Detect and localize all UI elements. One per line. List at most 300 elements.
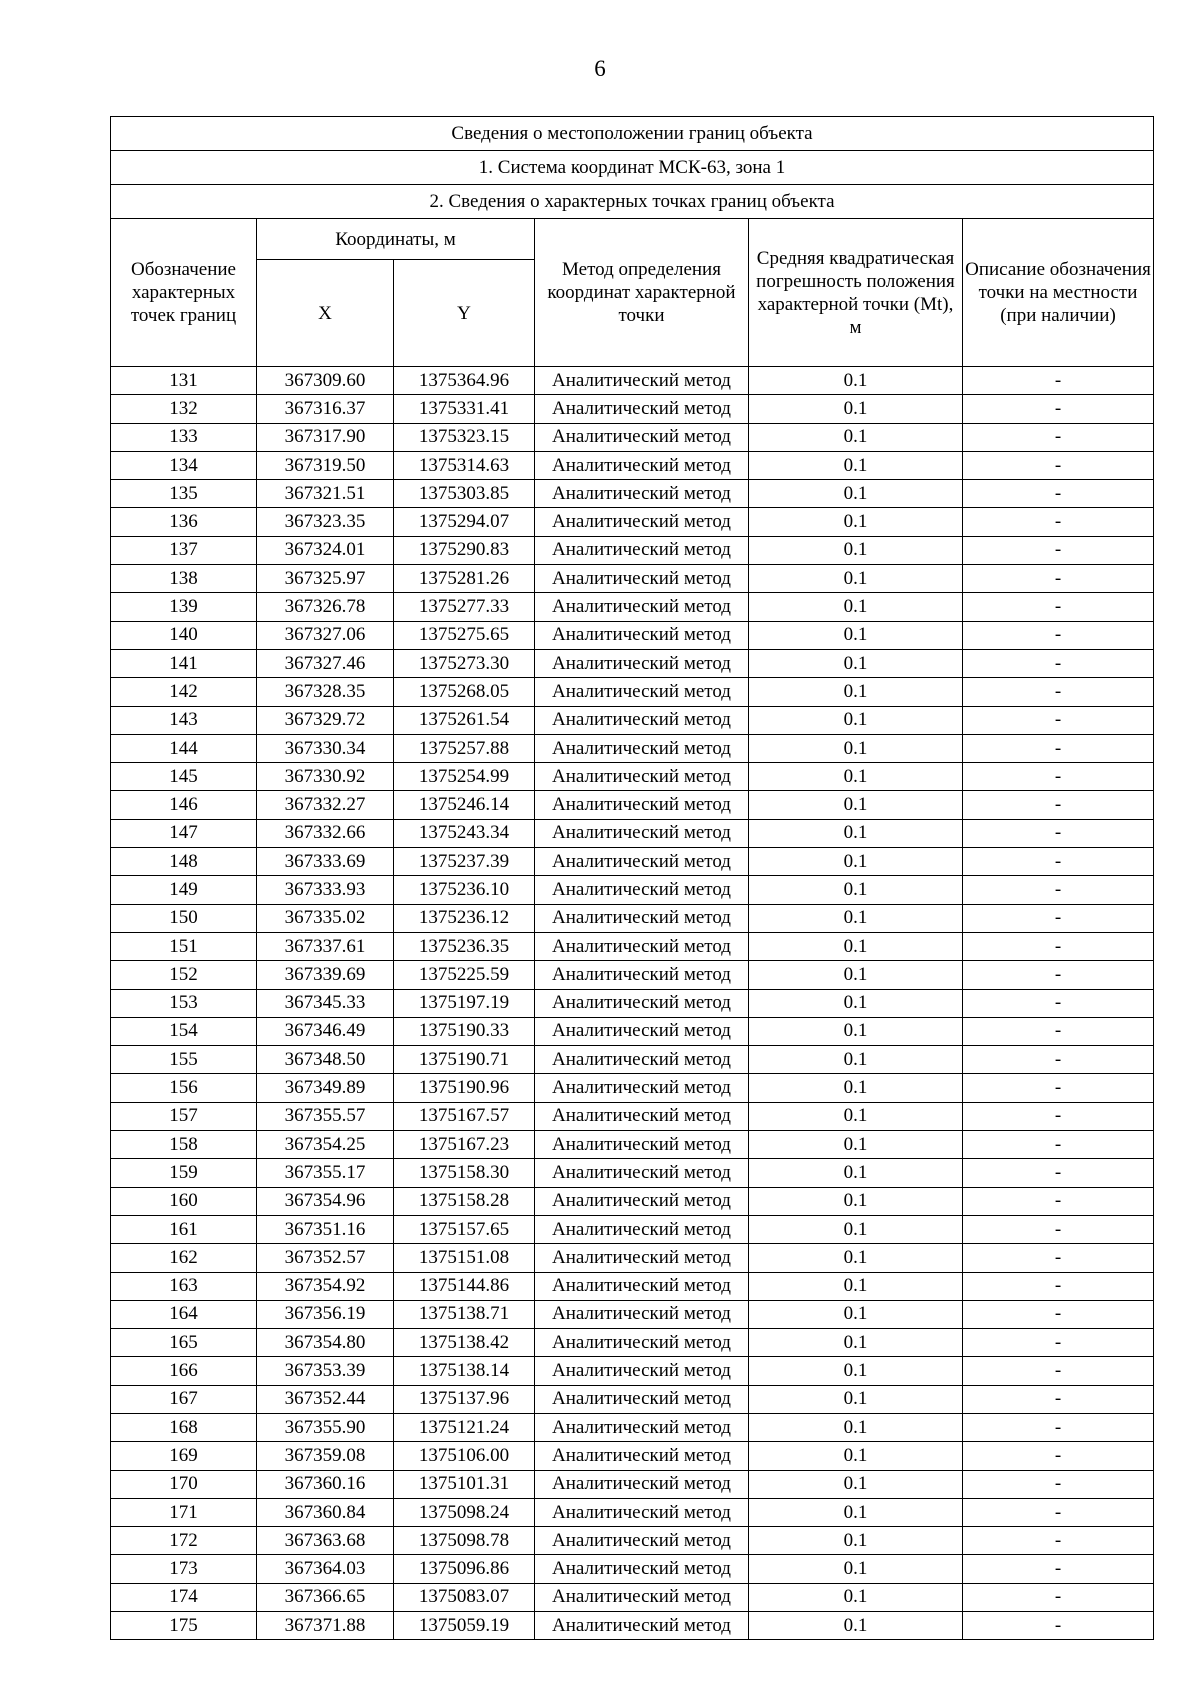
accuracy-cell: 0.1 (749, 1131, 963, 1159)
description-cell: - (963, 876, 1154, 904)
method-cell: Аналитический метод (535, 1470, 749, 1498)
point-number-cell: 150 (111, 904, 257, 932)
description-cell: - (963, 1329, 1154, 1357)
table-row (111, 763, 1154, 791)
table-row (111, 565, 1154, 593)
description-cell: - (963, 1159, 1154, 1187)
method-cell: Аналитический метод (535, 1357, 749, 1385)
method-cell: Аналитический метод (535, 1102, 749, 1130)
header-x: X (257, 260, 394, 367)
table-row (111, 734, 1154, 762)
method-cell: Аналитический метод (535, 678, 749, 706)
x-cell: 367316.37 (257, 395, 394, 423)
method-cell: Аналитический метод (535, 1074, 749, 1102)
y-cell: 1375243.34 (394, 819, 535, 847)
point-number-cell: 158 (111, 1131, 257, 1159)
point-number-cell: 136 (111, 508, 257, 536)
table-row (111, 961, 1154, 989)
x-cell: 367354.80 (257, 1329, 394, 1357)
accuracy-cell: 0.1 (749, 1074, 963, 1102)
method-cell: Аналитический метод (535, 395, 749, 423)
x-cell: 367346.49 (257, 1017, 394, 1045)
accuracy-cell: 0.1 (749, 1498, 963, 1526)
description-cell: - (963, 1074, 1154, 1102)
point-number-cell: 169 (111, 1442, 257, 1470)
table-row (111, 367, 1154, 395)
point-number-cell: 155 (111, 1046, 257, 1074)
accuracy-cell: 0.1 (749, 508, 963, 536)
accuracy-cell: 0.1 (749, 1300, 963, 1328)
table-row (111, 1357, 1154, 1385)
point-number-cell: 135 (111, 480, 257, 508)
description-cell: - (963, 1413, 1154, 1441)
x-cell: 367328.35 (257, 678, 394, 706)
accuracy-cell: 0.1 (749, 1442, 963, 1470)
y-cell: 1375254.99 (394, 763, 535, 791)
description-cell: - (963, 1046, 1154, 1074)
y-cell: 1375281.26 (394, 565, 535, 593)
description-cell: - (963, 451, 1154, 479)
table-row (111, 1527, 1154, 1555)
description-cell: - (963, 1612, 1154, 1640)
page-number: 6 (594, 56, 606, 81)
description-cell: - (963, 565, 1154, 593)
description-cell: - (963, 395, 1154, 423)
method-cell: Аналитический метод (535, 961, 749, 989)
method-cell: Аналитический метод (535, 706, 749, 734)
method-cell: Аналитический метод (535, 1498, 749, 1526)
table-row (111, 536, 1154, 564)
point-number-cell: 175 (111, 1612, 257, 1640)
description-cell: - (963, 1583, 1154, 1611)
description-cell: - (963, 1527, 1154, 1555)
x-cell: 367366.65 (257, 1583, 394, 1611)
x-cell: 367325.97 (257, 565, 394, 593)
x-cell: 367360.84 (257, 1498, 394, 1526)
point-number-cell: 147 (111, 819, 257, 847)
description-cell: - (963, 1357, 1154, 1385)
x-cell: 367349.89 (257, 1074, 394, 1102)
x-cell: 367355.90 (257, 1413, 394, 1441)
point-number-cell: 142 (111, 678, 257, 706)
x-cell: 367319.50 (257, 451, 394, 479)
method-cell: Аналитический метод (535, 1612, 749, 1640)
point-number-cell: 132 (111, 395, 257, 423)
accuracy-cell: 0.1 (749, 989, 963, 1017)
y-cell: 1375190.71 (394, 1046, 535, 1074)
table-row (111, 1612, 1154, 1640)
accuracy-cell: 0.1 (749, 678, 963, 706)
method-cell: Аналитический метод (535, 904, 749, 932)
y-cell: 1375314.63 (394, 451, 535, 479)
table-row (111, 1385, 1154, 1413)
y-cell: 1375190.33 (394, 1017, 535, 1045)
x-cell: 367371.88 (257, 1612, 394, 1640)
description-cell: - (963, 961, 1154, 989)
x-cell: 367329.72 (257, 706, 394, 734)
accuracy-cell: 0.1 (749, 649, 963, 677)
point-number-cell: 151 (111, 932, 257, 960)
section-title: 2. Сведения о характерных точках границ объекта (111, 185, 1154, 219)
description-cell: - (963, 678, 1154, 706)
table-row (111, 1329, 1154, 1357)
description-cell: - (963, 649, 1154, 677)
accuracy-cell: 0.1 (749, 1244, 963, 1272)
method-cell: Аналитический метод (535, 1017, 749, 1045)
table-row (111, 989, 1154, 1017)
header-method: Метод определения координат характерной точки (535, 219, 749, 367)
y-cell: 1375101.31 (394, 1470, 535, 1498)
point-number-cell: 166 (111, 1357, 257, 1385)
header-coordinates: Координаты, м (257, 219, 535, 260)
point-number-cell: 148 (111, 848, 257, 876)
x-cell: 367345.33 (257, 989, 394, 1017)
method-cell: Аналитический метод (535, 1413, 749, 1441)
y-cell: 1375237.39 (394, 848, 535, 876)
y-cell: 1375106.00 (394, 1442, 535, 1470)
x-cell: 367352.44 (257, 1385, 394, 1413)
accuracy-cell: 0.1 (749, 961, 963, 989)
method-cell: Аналитический метод (535, 649, 749, 677)
description-cell: - (963, 763, 1154, 791)
accuracy-cell: 0.1 (749, 1413, 963, 1441)
description-cell: - (963, 1272, 1154, 1300)
description-cell: - (963, 536, 1154, 564)
y-cell: 1375151.08 (394, 1244, 535, 1272)
y-cell: 1375138.42 (394, 1329, 535, 1357)
y-cell: 1375144.86 (394, 1272, 535, 1300)
table-row (111, 621, 1154, 649)
y-cell: 1375290.83 (394, 536, 535, 564)
table-row (111, 1102, 1154, 1130)
y-cell: 1375331.41 (394, 395, 535, 423)
method-cell: Аналитический метод (535, 1215, 749, 1243)
description-cell: - (963, 1187, 1154, 1215)
accuracy-cell: 0.1 (749, 904, 963, 932)
accuracy-cell: 0.1 (749, 876, 963, 904)
description-cell: - (963, 480, 1154, 508)
table-row (111, 1442, 1154, 1470)
table-row (111, 593, 1154, 621)
method-cell: Аналитический метод (535, 876, 749, 904)
table-row (111, 848, 1154, 876)
point-number-cell: 152 (111, 961, 257, 989)
point-number-cell: 171 (111, 1498, 257, 1526)
x-cell: 367327.06 (257, 621, 394, 649)
description-cell: - (963, 1385, 1154, 1413)
table-row (111, 1498, 1154, 1526)
x-cell: 367354.25 (257, 1131, 394, 1159)
description-cell: - (963, 1131, 1154, 1159)
method-cell: Аналитический метод (535, 593, 749, 621)
point-number-cell: 173 (111, 1555, 257, 1583)
x-cell: 367321.51 (257, 480, 394, 508)
y-cell: 1375273.30 (394, 649, 535, 677)
x-cell: 367326.78 (257, 593, 394, 621)
description-cell: - (963, 1300, 1154, 1328)
y-cell: 1375137.96 (394, 1385, 535, 1413)
method-cell: Аналитический метод (535, 1300, 749, 1328)
x-cell: 367332.66 (257, 819, 394, 847)
y-cell: 1375167.23 (394, 1131, 535, 1159)
description-cell: - (963, 423, 1154, 451)
header-description: Описание обозначения точки на местности (при наличии) (963, 219, 1154, 367)
table-row (111, 649, 1154, 677)
method-cell: Аналитический метод (535, 1555, 749, 1583)
table-row (111, 508, 1154, 536)
y-cell: 1375138.14 (394, 1357, 535, 1385)
table-row (111, 1131, 1154, 1159)
accuracy-cell: 0.1 (749, 1357, 963, 1385)
y-cell: 1375268.05 (394, 678, 535, 706)
accuracy-cell: 0.1 (749, 1612, 963, 1640)
description-cell: - (963, 1215, 1154, 1243)
description-cell: - (963, 791, 1154, 819)
method-cell: Аналитический метод (535, 848, 749, 876)
method-cell: Аналитический метод (535, 1159, 749, 1187)
point-number-cell: 131 (111, 367, 257, 395)
point-number-cell: 134 (111, 451, 257, 479)
accuracy-cell: 0.1 (749, 621, 963, 649)
description-cell: - (963, 904, 1154, 932)
y-cell: 1375277.33 (394, 593, 535, 621)
accuracy-cell: 0.1 (749, 536, 963, 564)
method-cell: Аналитический метод (535, 734, 749, 762)
accuracy-cell: 0.1 (749, 932, 963, 960)
point-number-cell: 161 (111, 1215, 257, 1243)
description-cell: - (963, 621, 1154, 649)
table-row (111, 1074, 1154, 1102)
y-cell: 1375236.10 (394, 876, 535, 904)
x-cell: 367323.35 (257, 508, 394, 536)
description-cell: - (963, 1244, 1154, 1272)
description-cell: - (963, 593, 1154, 621)
y-cell: 1375236.12 (394, 904, 535, 932)
x-cell: 367317.90 (257, 423, 394, 451)
accuracy-cell: 0.1 (749, 451, 963, 479)
table-row (111, 1470, 1154, 1498)
y-cell: 1375157.65 (394, 1215, 535, 1243)
table-row (111, 1215, 1154, 1243)
accuracy-cell: 0.1 (749, 395, 963, 423)
y-cell: 1375121.24 (394, 1413, 535, 1441)
point-number-cell: 146 (111, 791, 257, 819)
y-cell: 1375225.59 (394, 961, 535, 989)
point-number-cell: 165 (111, 1329, 257, 1357)
accuracy-cell: 0.1 (749, 1159, 963, 1187)
method-cell: Аналитический метод (535, 1187, 749, 1215)
description-cell: - (963, 932, 1154, 960)
accuracy-cell: 0.1 (749, 819, 963, 847)
accuracy-cell: 0.1 (749, 593, 963, 621)
boundary-points-table (110, 116, 1154, 1640)
accuracy-cell: 0.1 (749, 367, 963, 395)
x-cell: 367330.34 (257, 734, 394, 762)
table-row (111, 1583, 1154, 1611)
point-number-cell: 154 (111, 1017, 257, 1045)
y-cell: 1375096.86 (394, 1555, 535, 1583)
accuracy-cell: 0.1 (749, 1385, 963, 1413)
method-cell: Аналитический метод (535, 536, 749, 564)
point-number-cell: 140 (111, 621, 257, 649)
y-cell: 1375303.85 (394, 480, 535, 508)
point-number-cell: 138 (111, 565, 257, 593)
accuracy-cell: 0.1 (749, 1215, 963, 1243)
y-cell: 1375138.71 (394, 1300, 535, 1328)
x-cell: 367333.93 (257, 876, 394, 904)
accuracy-cell: 0.1 (749, 1583, 963, 1611)
description-cell: - (963, 508, 1154, 536)
table-row (111, 1555, 1154, 1583)
accuracy-cell: 0.1 (749, 480, 963, 508)
table-row (111, 1244, 1154, 1272)
method-cell: Аналитический метод (535, 932, 749, 960)
description-cell: - (963, 848, 1154, 876)
point-number-cell: 159 (111, 1159, 257, 1187)
y-cell: 1375158.30 (394, 1159, 535, 1187)
y-cell: 1375083.07 (394, 1583, 535, 1611)
point-number-cell: 153 (111, 989, 257, 1017)
method-cell: Аналитический метод (535, 763, 749, 791)
point-number-cell: 141 (111, 649, 257, 677)
x-cell: 367360.16 (257, 1470, 394, 1498)
table-row (111, 480, 1154, 508)
y-cell: 1375190.96 (394, 1074, 535, 1102)
point-number-cell: 139 (111, 593, 257, 621)
method-cell: Аналитический метод (535, 480, 749, 508)
method-cell: Аналитический метод (535, 819, 749, 847)
method-cell: Аналитический метод (535, 1329, 749, 1357)
y-cell: 1375158.28 (394, 1187, 535, 1215)
method-cell: Аналитический метод (535, 508, 749, 536)
table-row (111, 876, 1154, 904)
y-cell: 1375197.19 (394, 989, 535, 1017)
table-row (111, 395, 1154, 423)
method-cell: Аналитический метод (535, 1244, 749, 1272)
method-cell: Аналитический метод (535, 1131, 749, 1159)
y-cell: 1375098.78 (394, 1527, 535, 1555)
table-row (111, 819, 1154, 847)
accuracy-cell: 0.1 (749, 706, 963, 734)
accuracy-cell: 0.1 (749, 791, 963, 819)
accuracy-cell: 0.1 (749, 423, 963, 451)
table-row (111, 451, 1154, 479)
table-row (111, 678, 1154, 706)
accuracy-cell: 0.1 (749, 763, 963, 791)
point-number-cell: 164 (111, 1300, 257, 1328)
y-cell: 1375098.24 (394, 1498, 535, 1526)
point-number-cell: 144 (111, 734, 257, 762)
method-cell: Аналитический метод (535, 451, 749, 479)
point-number-cell: 163 (111, 1272, 257, 1300)
x-cell: 367353.39 (257, 1357, 394, 1385)
point-number-cell: 157 (111, 1102, 257, 1130)
y-cell: 1375257.88 (394, 734, 535, 762)
y-cell: 1375261.54 (394, 706, 535, 734)
x-cell: 367363.68 (257, 1527, 394, 1555)
point-number-cell: 167 (111, 1385, 257, 1413)
y-cell: 1375059.19 (394, 1612, 535, 1640)
point-number-cell: 145 (111, 763, 257, 791)
description-cell: - (963, 734, 1154, 762)
point-number-cell: 170 (111, 1470, 257, 1498)
x-cell: 367355.17 (257, 1159, 394, 1187)
table-row (111, 1300, 1154, 1328)
y-cell: 1375236.35 (394, 932, 535, 960)
table-row (111, 904, 1154, 932)
x-cell: 367335.02 (257, 904, 394, 932)
table-row (111, 1272, 1154, 1300)
y-cell: 1375167.57 (394, 1102, 535, 1130)
table-row (111, 706, 1154, 734)
accuracy-cell: 0.1 (749, 1527, 963, 1555)
header-accuracy: Средняя квадратическая погрешность положения характерной точки (Mt), м (749, 219, 963, 367)
method-cell: Аналитический метод (535, 1385, 749, 1413)
point-number-cell: 133 (111, 423, 257, 451)
y-cell: 1375246.14 (394, 791, 535, 819)
point-number-cell: 174 (111, 1583, 257, 1611)
x-cell: 367352.57 (257, 1244, 394, 1272)
accuracy-cell: 0.1 (749, 1272, 963, 1300)
table-title: Сведения о местоположении границ объекта (111, 117, 1154, 151)
accuracy-cell: 0.1 (749, 1187, 963, 1215)
x-cell: 367337.61 (257, 932, 394, 960)
table-row (111, 932, 1154, 960)
description-cell: - (963, 1498, 1154, 1526)
y-cell: 1375275.65 (394, 621, 535, 649)
point-number-cell: 160 (111, 1187, 257, 1215)
point-number-cell: 156 (111, 1074, 257, 1102)
x-cell: 367339.69 (257, 961, 394, 989)
description-cell: - (963, 1555, 1154, 1583)
table-row (111, 1187, 1154, 1215)
method-cell: Аналитический метод (535, 1272, 749, 1300)
method-cell: Аналитический метод (535, 367, 749, 395)
method-cell: Аналитический метод (535, 791, 749, 819)
table-row (111, 1413, 1154, 1441)
method-cell: Аналитический метод (535, 1527, 749, 1555)
method-cell: Аналитический метод (535, 1046, 749, 1074)
x-cell: 367324.01 (257, 536, 394, 564)
x-cell: 367330.92 (257, 763, 394, 791)
x-cell: 367356.19 (257, 1300, 394, 1328)
table-row (111, 1159, 1154, 1187)
point-number-cell: 168 (111, 1413, 257, 1441)
accuracy-cell: 0.1 (749, 848, 963, 876)
point-number-cell: 143 (111, 706, 257, 734)
description-cell: - (963, 1017, 1154, 1045)
description-cell: - (963, 1442, 1154, 1470)
method-cell: Аналитический метод (535, 621, 749, 649)
y-cell: 1375364.96 (394, 367, 535, 395)
x-cell: 367364.03 (257, 1555, 394, 1583)
point-number-cell: 172 (111, 1527, 257, 1555)
point-number-cell: 149 (111, 876, 257, 904)
method-cell: Аналитический метод (535, 423, 749, 451)
coordinate-system: 1. Система координат МСК-63, зона 1 (111, 151, 1154, 185)
point-number-cell: 162 (111, 1244, 257, 1272)
x-cell: 367354.96 (257, 1187, 394, 1215)
x-cell: 367359.08 (257, 1442, 394, 1470)
description-cell: - (963, 1102, 1154, 1130)
accuracy-cell: 0.1 (749, 1046, 963, 1074)
x-cell: 367332.27 (257, 791, 394, 819)
y-cell: 1375323.15 (394, 423, 535, 451)
y-cell: 1375294.07 (394, 508, 535, 536)
description-cell: - (963, 989, 1154, 1017)
header-y: Y (394, 260, 535, 367)
method-cell: Аналитический метод (535, 565, 749, 593)
